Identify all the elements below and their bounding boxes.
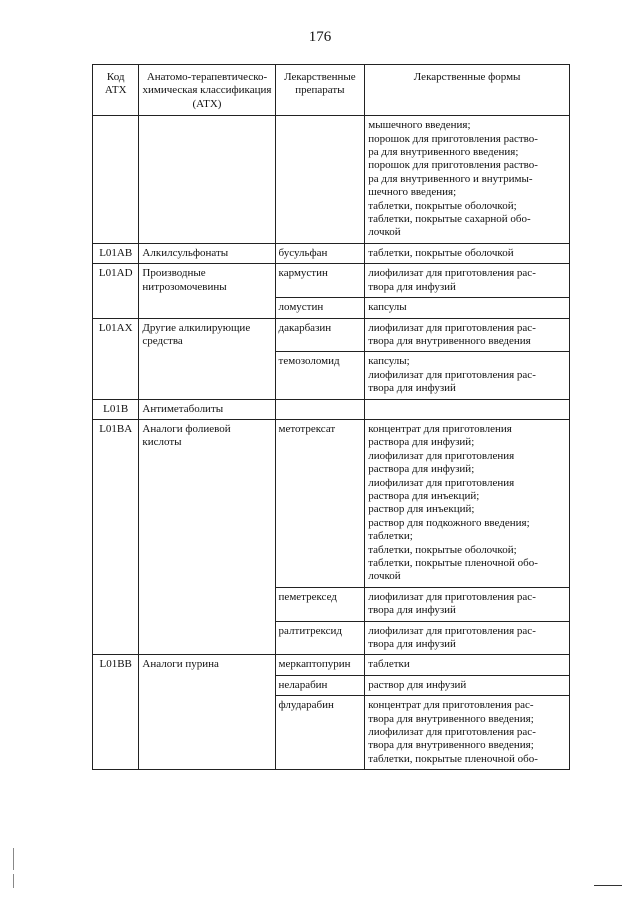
form-line: мышечного введения; (368, 119, 471, 132)
form-line: ра для внутривенного введения; (368, 146, 519, 159)
form-line: лочкой (368, 570, 401, 583)
cell-drug: ломустин (275, 298, 365, 318)
cell-classification (139, 116, 275, 244)
form-line: таблетки, покрытые пленочной обо- (368, 557, 538, 569)
cell-forms (365, 655, 570, 675)
form-line: капсулы (368, 301, 407, 314)
cell-classification: Производные нитрозомочевины (139, 264, 275, 318)
cell-code: L01B (93, 399, 139, 419)
cell-drug: неларабин (275, 675, 365, 695)
cell-forms (365, 675, 570, 695)
form-line: капсулы; (368, 355, 410, 368)
form-line: порошок для приготовления раство- (368, 159, 538, 172)
atx-table (92, 64, 570, 770)
form-line: раствора для инфузий; (368, 463, 475, 476)
form-line: лиофилизат для приготовления рас- (368, 267, 536, 280)
header-drugs: Лекарственные препараты (275, 65, 365, 116)
scan-mark (13, 874, 14, 888)
form-line: твора для инфузий (368, 382, 456, 395)
form-line: порошок для приготовления раство- (368, 132, 538, 145)
form-line: раствор для подкожного введения; (368, 516, 530, 529)
form-line: раствор для инъекций; (368, 503, 475, 516)
cell-forms (365, 696, 570, 770)
cell-drug: дакарбазин (275, 318, 365, 352)
form-line: раствора для инфузий; (368, 436, 475, 449)
form-line: таблетки, покрытые оболочкой; (368, 199, 517, 212)
form-line: лиофилизат для приготовления рас- (368, 726, 536, 739)
form-line: лочкой (368, 226, 401, 239)
form-line: концентрат для приготовления (368, 422, 512, 435)
header-classification: Анатомо-терапевтическо-химическая классификация (АТХ) (139, 65, 275, 116)
table-row (93, 116, 570, 244)
form-line: концентрат для приготовления рас- (368, 699, 534, 712)
cell-code: L01BA (93, 419, 139, 655)
cell-code: L01AD (93, 264, 139, 318)
form-line: твора для инфузий (368, 280, 456, 293)
cell-forms (365, 399, 570, 419)
cell-drug: темозоломид (275, 352, 365, 399)
table-row (93, 655, 570, 675)
form-line: раствора для инъекций; (368, 489, 480, 502)
cell-classification: Аналоги фолиевой кислоты (139, 419, 275, 655)
form-line: лиофилизат для приготовления (368, 476, 515, 489)
cell-drug: пеметрексед (275, 587, 365, 621)
cell-forms (365, 419, 570, 587)
cell-code: L01BB (93, 655, 139, 770)
cell-forms (365, 587, 570, 621)
cell-forms (365, 264, 570, 298)
form-line: твора для внутривенного введения (368, 334, 531, 347)
form-line: таблетки, покрытые пленочной обо- (368, 752, 538, 765)
form-line: лиофилизат для приготовления рас- (368, 368, 536, 381)
table-header-row (93, 65, 570, 116)
form-line: твора для инфузий (368, 638, 456, 651)
corner-line (594, 885, 622, 886)
form-line: лиофилизат для приготовления рас- (368, 321, 536, 334)
scan-mark (13, 848, 14, 870)
cell-code (93, 116, 139, 244)
form-line: таблетки, покрытые сахарной обо- (368, 213, 531, 226)
cell-code: L01AX (93, 318, 139, 399)
cell-forms (365, 298, 570, 318)
cell-classification: Аналоги пурина (139, 655, 275, 770)
cell-drug: ралтитрексид (275, 621, 365, 655)
form-line: раствор для инфузий (368, 678, 467, 691)
form-line: твора для внутривенного введения; (368, 712, 534, 725)
cell-drug: бусульфан (275, 243, 365, 263)
cell-forms (365, 318, 570, 352)
cell-drug: меркаптопурин (275, 655, 365, 675)
cell-classification: Антиметаболиты (139, 399, 275, 419)
table-row (93, 419, 570, 587)
table-row (93, 264, 570, 298)
cell-drug: метотрексат (275, 419, 365, 587)
form-line: твора для внутривенного введения; (368, 739, 534, 752)
cell-classification: Алкилсульфонаты (139, 243, 275, 263)
cell-forms (365, 243, 570, 263)
page-number: 176 (308, 29, 332, 45)
form-line: лиофилизат для приготовления (368, 449, 515, 462)
header-forms: Лекарственные формы (365, 65, 570, 116)
table-row (93, 318, 570, 352)
form-line: лиофилизат для приготовления рас- (368, 590, 536, 603)
cell-drug: кармустин (275, 264, 365, 298)
form-line: шечного введения; (368, 186, 457, 199)
form-line: таблетки, покрытые оболочкой; (368, 543, 517, 556)
cell-code: L01AB (93, 243, 139, 263)
form-line: ра для внутривенного и внутримы- (368, 172, 533, 185)
cell-drug (275, 116, 365, 244)
table-body (93, 116, 570, 770)
cell-drug: флударабин (275, 696, 365, 770)
cell-classification: Другие алкилирующие средства (139, 318, 275, 399)
form-line: таблетки (368, 658, 410, 671)
cell-forms (365, 352, 570, 399)
form-line: таблетки; (368, 530, 413, 543)
cell-drug (275, 399, 365, 419)
cell-forms (365, 621, 570, 655)
form-line: твора для инфузий (368, 604, 456, 617)
form-line: таблетки, покрытые оболочкой (368, 246, 514, 259)
table-row (93, 399, 570, 419)
header-code: Код АТХ (93, 65, 139, 116)
table-row (93, 243, 570, 263)
cell-forms (365, 116, 570, 244)
form-line: лиофилизат для приготовления рас- (368, 624, 536, 637)
